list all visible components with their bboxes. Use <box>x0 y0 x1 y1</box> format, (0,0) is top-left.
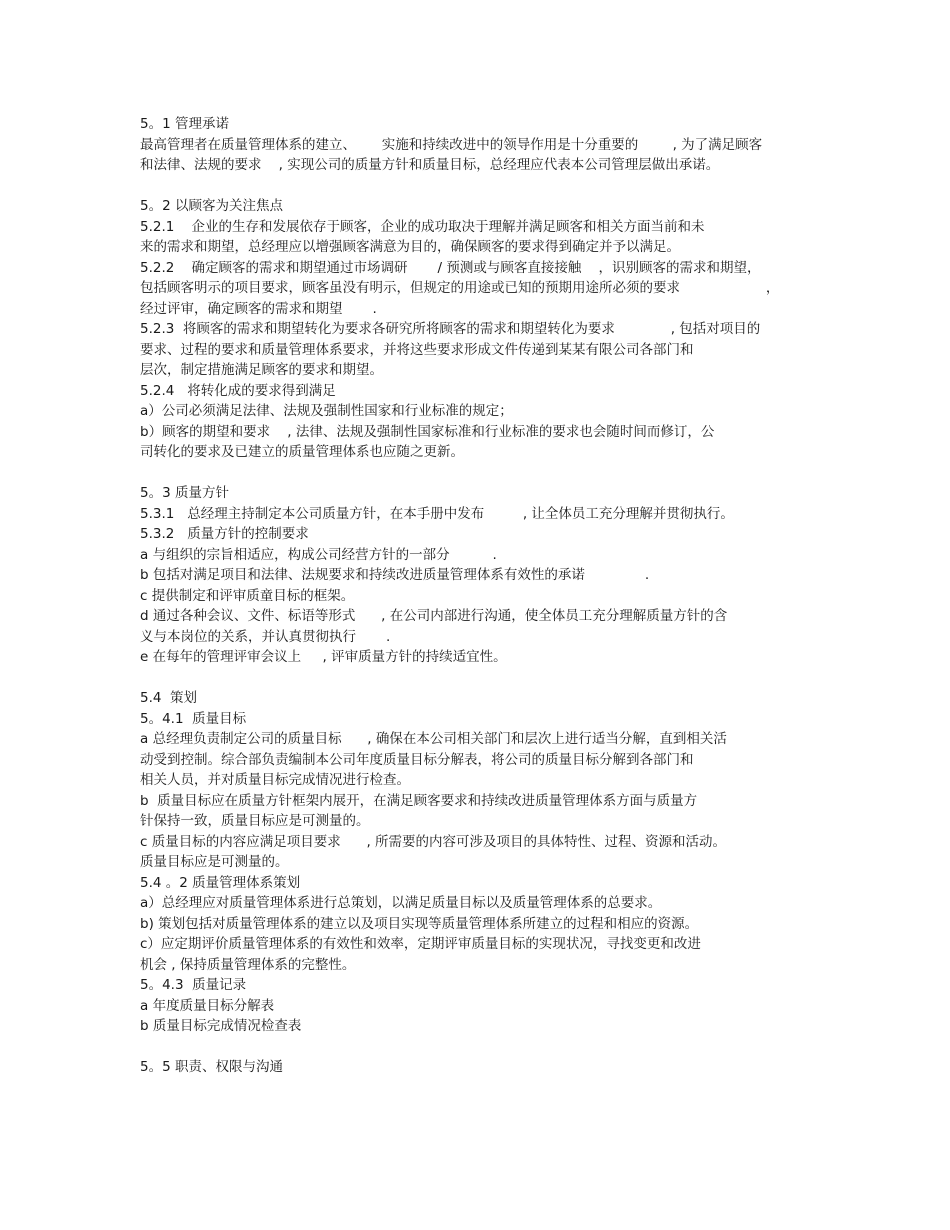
text-line: 5.4 。2 质量管理体系策划 <box>140 874 301 891</box>
text-line: c 提供制定和评审质童目标的框架。 <box>140 587 355 604</box>
text-line: 5.2.1 企业的生存和发展依存于顾客，企业的成功取决于理解并满足顾客和相关方面当前和未 <box>140 218 705 235</box>
text-line: 5.2.4 将转化成的要求得到满足 <box>140 382 336 399</box>
text-line: 5。4.3 质量记录 <box>140 977 247 993</box>
text-line: a）公司必须满足法律、法规及强制性国家和行业标准的规定； <box>140 403 513 419</box>
text-line: 最高管理者在质量管理体系的建立、 实施和持续改进中的领导作用是十分重要的 , 为了满足顾客 <box>140 136 763 153</box>
text-line: c）应定期评价质量管理体系的有效性和效率，定期评审质量目标的实现状况，寻找变更和改进 <box>140 936 701 952</box>
blank-line <box>140 668 812 689</box>
text-line: b) 策划包括对质量管理体系的建立以及项目实现等质量管理体系所建立的过程和相应的资源。 <box>140 915 699 932</box>
text-line: 和法律、法规的要求 , 实现公司的质量方针和质量目标，总经理应代表本公司管理层做出承诺。 <box>140 157 720 173</box>
text-line: 相关人员，并对质量目标完成情况进行检查。 <box>140 772 410 788</box>
text-line: b 质量目标完成情况检查表 <box>140 1018 302 1034</box>
text-line: d 通过各种会议、文件、标语等形式 , 在公司内部进行沟通，使全体员工充分理解质量方针的含 <box>140 608 728 624</box>
text-line: b）顾客的期望和要求 , 法律、法规及强制性国家标准和行业标准的要求也会随时间而修订，公 <box>140 423 715 440</box>
text-line: 5.3.2 质量方针的控制要求 <box>140 526 309 542</box>
text-line: 5。3 质量方针 <box>140 485 229 501</box>
text-line: a 年度质量目标分解表 <box>140 997 275 1014</box>
document-page <box>140 114 812 1078</box>
text-line: 5.4 策划 <box>140 690 198 706</box>
text-line: 经过评审，确定顾客的需求和期望 . <box>140 300 377 317</box>
text-line: a 总经理负责制定公司的质量目标 , 确保在本公司相关部门和层次上进行适当分解，直到相关活 <box>140 731 727 747</box>
text-line: a）总经理应对质量管理体系进行总策划，以满足质量目标以及质量管理体系的总要求。 <box>140 895 662 911</box>
text-line: 动受到控制。综合部负责编制本公司年度质量目标分解表，将公司的质量目标分解到各部门和 <box>140 751 694 768</box>
text-line: 质量目标应是可测量的。 <box>140 854 289 870</box>
text-line: a 与组织的宗旨相适应，构成公司经营方针的一部分 . <box>140 546 497 563</box>
text-line: 司转化的要求及已建立的质量管理体系也应随之更新。 <box>140 444 464 460</box>
text-line: 5。1 管理承诺 <box>140 116 229 132</box>
text-line: 包括顾客明示的项目要求，顾客虽没有明示，但规定的用途或已知的预期用途所必须的要求 ， <box>140 280 780 296</box>
blank-line <box>140 176 812 197</box>
text-line: b 质量目标应在质量方针框架内展开，在满足顾客要求和持续改进质量管理体系方面与质量方 <box>140 792 698 809</box>
text-line: b 包括对满足项目和法律、法规要求和持续改进质量管理体系有效性的承诺 . <box>140 567 650 583</box>
text-line: 义与本岗位的关系，并认真贯彻执行 . <box>140 628 391 645</box>
text-line: 要求、过程的要求和质量管理体系要求，并将这些要求形成文件传递到某某有限公司各部门和 <box>140 341 694 358</box>
blank-line <box>140 463 812 484</box>
text-line: e 在每年的管理评审会议上 , 评审质量方针的持续适宜性。 <box>140 649 507 665</box>
text-line: 5。4.1 质量目标 <box>140 710 247 727</box>
text-line: 5.2.2 确定顾客的需求和期望通过市场调研 / 预测或与顾客直接接触 ，识别顾客的需求和期望， <box>140 259 761 276</box>
text-line: 5.2.3 将顾客的需求和期望转化为要求各研究所将顾客的需求和期望转化为要求 , 包括对项目的 <box>140 321 761 337</box>
text-line: 5.3.1 总经理主持制定本公司质量方针，在本手册中发布 , 让全体员工充分理解并贯彻执行。 <box>140 505 734 522</box>
text-line: 机会 , 保持质量管理体系的完整性。 <box>140 956 356 973</box>
text-line: 针保持一致，质量目标应是可测量的。 <box>140 813 370 829</box>
text-line: 层次，制定措施满足顾客的要求和期望。 <box>140 362 383 378</box>
text-line: 5。2 以顾客为关注焦点 <box>140 198 283 214</box>
text-line: 5。5 职责、权限与沟通 <box>140 1059 283 1075</box>
text-line: c 质量目标的内容应满足项目要求 , 所需要的内容可涉及项目的具体特性、过程、资源和活动。 <box>140 833 727 850</box>
blank-line <box>140 1037 812 1058</box>
text-line: 来的需求和期望，总经理应以增强顾客满意为目的，确保顾客的要求得到确定并予以满足。 <box>140 239 680 255</box>
